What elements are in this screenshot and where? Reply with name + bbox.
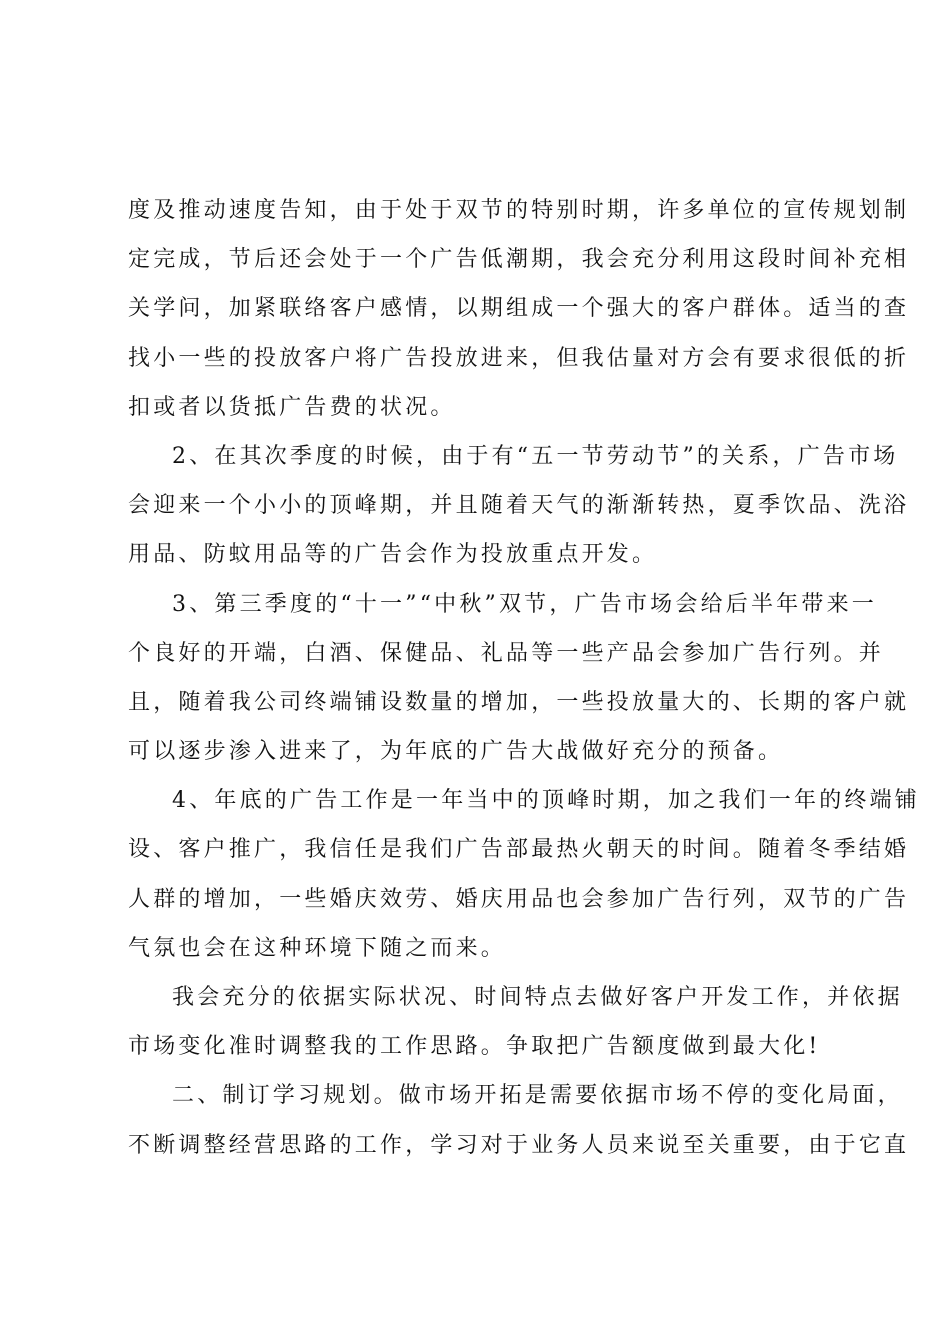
text-line: 会迎来一个小小的顶峰期，并且随着天气的渐渐转热，夏季饮品、洗浴 bbox=[128, 493, 910, 519]
text-line: 扣或者以货抵广告费的状况。 bbox=[128, 394, 456, 420]
text-line: 3、第三季度的“十一”“中秋”双节，广告市场会给后半年带来一 bbox=[172, 591, 877, 617]
text-line: 个良好的开端，白酒、保健品、礼品等一些产品会参加广告行列。并 bbox=[128, 640, 885, 666]
text-line: 不断调整经营思路的工作，学习对于业务人员来说至关重要，由于它直 bbox=[128, 1132, 910, 1158]
text-line: 我会充分的依据实际状况、时间特点去做好客户开发工作，并依据 bbox=[172, 985, 903, 1010]
text-line: 关学问，加紧联络客户感情，以期组成一个强大的客户群体。适当的查 bbox=[128, 296, 910, 322]
text-line: 用品、防蚊用品等的广告会作为投放重点开发。 bbox=[128, 542, 658, 568]
text-line: 4、年底的广告工作是一年当中的顶峰时期，加之我们一年的终端铺 bbox=[172, 788, 920, 814]
text-line: 二、制订学习规划。做市场开拓是需要依据市场不停的变化局面， bbox=[172, 1083, 903, 1109]
text-line: 找小一些的投放客户将广告投放进来，但我估量对方会有要求很低的折 bbox=[128, 345, 910, 371]
text-line: 气氛也会在这种环境下随之而来。 bbox=[128, 935, 507, 961]
text-line: 可以逐步渗入进来了，为年底的广告大战做好充分的预备。 bbox=[128, 739, 784, 765]
text-line: 且，随着我公司终端铺设数量的增加，一些投放量大的、长期的客户就 bbox=[128, 689, 910, 715]
text-line: 定完成，节后还会处于一个广告低潮期，我会充分利用这段时间补充相 bbox=[128, 247, 910, 273]
text-line: 设、客户推广，我信任是我们广告部最热火朝天的时间。随着冬季结婚 bbox=[128, 837, 910, 863]
text-line: 市场变化准时调整我的工作思路。争取把广告额度做到最大化! bbox=[128, 1034, 821, 1060]
text-line: 人群的增加，一些婚庆效劳、婚庆用品也会参加广告行列，双节的广告 bbox=[128, 886, 910, 912]
text-line: 度及推动速度告知，由于处于双节的特别时期，许多单位的宣传规划制 bbox=[128, 198, 910, 223]
text-line: 2、在其次季度的时候，由于有“五一节劳动节”的关系，广告市场 bbox=[172, 443, 899, 469]
document-body bbox=[128, 186, 920, 1170]
